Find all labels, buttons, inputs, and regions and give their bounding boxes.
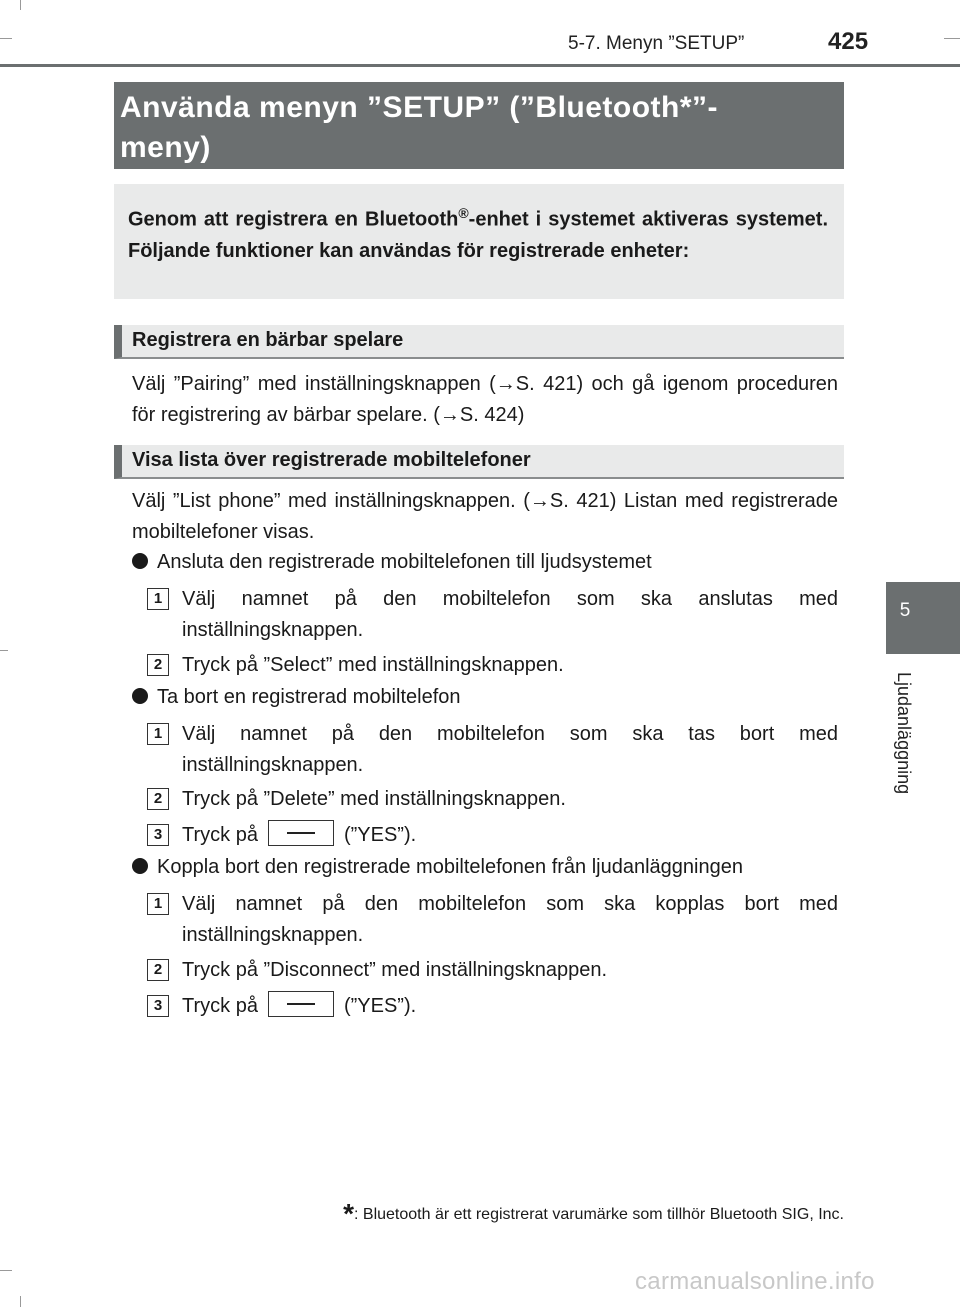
step-text-after: (”YES”). [343,995,417,1017]
bullet-dot [132,858,148,874]
step-text-before: Tryck på [182,995,258,1017]
section-register-player-text: Välj ”Pairing” med inställningsknappen (→S. 421) och gå igenom proceduren för registrering av bärbar spelare. (→S. 424) [132,373,838,426]
registered-mark: ® [458,205,469,221]
bullet-disconnect-phone [132,852,842,883]
footnote-text: : Bluetooth är ett registrerat varumärke som tillhör Bluetooth SIG, Inc. [354,1206,844,1223]
step-number-badge: 1 [147,588,169,610]
step-number-badge: 2 [147,788,169,810]
step-text [182,820,838,851]
step-text: Tryck på ”Select” med inställningsknappen. [182,654,564,676]
bullet-connect-phone [132,547,842,578]
intro-box [114,184,844,299]
step-text: Tryck på ”Disconnect” med inställningsknappen. [182,959,608,981]
chapter-number: 5 [899,600,911,621]
title-banner [114,82,844,169]
section-heading-register-player: Registrera en bärbar spelare [114,325,844,359]
step-number-badge: 3 [147,824,169,846]
step-number-badge: 1 [147,893,169,915]
yes-key-icon [268,820,334,846]
crop-mark [0,1270,12,1271]
chapter-label: Ljudanläggning [894,672,914,795]
intro-after: -enhet i systemet aktiveras systemet. Följande funktioner kan användas för registrerade enheter: [128,208,828,262]
title-line-1: Använda menyn ”SETUP” (”Bluetooth*”- [120,91,719,124]
bullet-delete-phone [132,682,842,713]
bullet-title: Ansluta den registrerade mobiltelefonen till ljudsystemet [157,551,652,573]
watermark: carmanualsonline.info [635,1268,875,1295]
step-text: Välj namnet på den mobiltelefon som ska kopplas bort med inställningsknappen. [182,893,838,946]
header-rule [0,64,960,67]
title-line-2: meny) [120,131,211,164]
yes-key-icon [268,991,334,1017]
bullet-title: Koppla bort den registrerade mobiltelefonen från ljudanläggningen [157,856,743,878]
footnote [343,1198,844,1230]
crop-mark [20,0,21,10]
step-text: Tryck på ”Delete” med inställningsknappen. [182,788,566,810]
step-number-badge: 3 [147,995,169,1017]
page-number: 425 [828,28,869,55]
step-text-before: Tryck på [182,824,258,846]
bullet-dot [132,553,148,569]
crop-mark [0,650,8,651]
crop-mark [0,38,12,39]
step-text: Välj namnet på den mobiltelefon som ska anslutas med inställningsknappen. [182,588,838,641]
footnote-mark: * [343,1198,354,1229]
crop-mark [20,1296,21,1307]
crop-mark [944,38,960,39]
step-number-badge: 2 [147,959,169,981]
section-header: 5-7. Menyn ”SETUP” [568,33,745,54]
intro-before: Genom att registrera en Bluetooth [128,208,459,231]
step-number-badge: 2 [147,654,169,676]
step-text [182,991,838,1022]
step-text-after: (”YES”). [343,824,417,846]
step-number-badge: 1 [147,723,169,745]
bullet-dot [132,688,148,704]
step-text: Välj namnet på den mobiltelefon som ska tas bort med inställningsknappen. [182,723,838,776]
section-list-phones-text: Välj ”List phone” med inställningsknappen. (→S. 421) Listan med registrerade mobiltelefoner visas. [132,490,838,543]
bullet-title: Ta bort en registrerad mobiltelefon [157,686,461,708]
section-heading-list-phones: Visa lista över registrerade mobiltelefoner [114,445,844,479]
intro-text [128,198,828,267]
